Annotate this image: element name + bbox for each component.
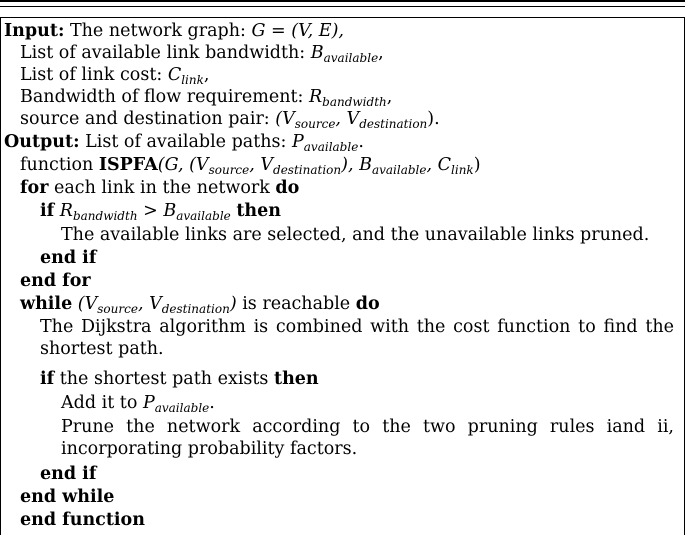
if-bandwidth-line	[40, 200, 685, 222]
link-cost-line	[20, 64, 684, 86]
destination-subscript: destination	[161, 302, 230, 316]
source-destination-text: source and destination pair:	[20, 109, 276, 129]
while-text: is reachable	[236, 294, 356, 314]
box-top-rule	[0, 17, 685, 18]
comma: ,	[378, 43, 384, 63]
destination-subscript: destination	[359, 117, 428, 131]
args-mid3: , C	[426, 155, 452, 175]
b-symbol: B	[163, 201, 177, 221]
graph-math: G = (V, E),	[251, 21, 344, 41]
c-symbol: C	[167, 65, 182, 85]
pair-open: (V	[275, 109, 295, 129]
for-keyword: for	[20, 178, 49, 198]
end-while: end while	[20, 487, 115, 507]
if-keyword: if	[40, 201, 55, 221]
pair-math	[78, 294, 237, 314]
available-subscript: available	[371, 163, 427, 177]
pair-mid: , V	[335, 109, 360, 129]
if-shortest-line	[40, 368, 685, 390]
input-text: The network graph:	[64, 21, 252, 41]
select-links-line: The available links are selected, and the unavailable links pruned.	[61, 225, 650, 245]
greater-than: >	[137, 201, 164, 221]
input-keyword: Input:	[4, 21, 65, 41]
args-mid: , V	[249, 155, 274, 175]
bandwidth-list-line	[20, 42, 684, 64]
add-path-line	[61, 392, 685, 414]
bandwidth-subscript: bandwidth	[72, 209, 138, 223]
function-line	[20, 154, 684, 176]
end-if-outer: end if	[40, 464, 97, 484]
p-available-math	[292, 132, 358, 152]
source-subscript: source	[294, 117, 336, 131]
then-keyword: then	[236, 201, 282, 221]
available-subscript: available	[303, 140, 359, 154]
comma: ,	[386, 87, 393, 107]
bandwidth-requirement-text: Bandwidth of flow requirement:	[20, 87, 309, 107]
pair-open: (V	[77, 294, 98, 314]
p-symbol: P	[291, 132, 304, 152]
if-shortest-text: the shortest path exists	[54, 369, 274, 389]
add-path-text: Add it to	[61, 393, 143, 413]
then-keyword: then	[273, 369, 319, 389]
top-rule-thick	[0, 0, 685, 2]
prune-line: Prune the network according to the two pruning rules iand ii, incorporating probability factors.	[61, 417, 674, 459]
for-line	[20, 177, 684, 199]
bandwidth-subscript: bandwidth	[322, 95, 387, 109]
args-close: )	[473, 155, 481, 175]
r-symbol: R	[308, 87, 323, 107]
args-open: (G, (V	[157, 155, 209, 175]
p-symbol: P	[142, 393, 155, 413]
function-word: function	[20, 155, 99, 175]
end-for: end for	[20, 271, 91, 291]
while-line	[20, 293, 684, 315]
source-subscript: source	[208, 163, 250, 177]
pair-close: )	[229, 294, 237, 314]
source-destination-line	[20, 108, 684, 130]
pair-mid: , V	[137, 294, 162, 314]
while-keyword: while	[20, 294, 73, 314]
input-line	[4, 20, 668, 42]
period: .	[358, 132, 364, 152]
link-cost-text: List of link cost:	[20, 65, 168, 85]
pair-close: ).	[427, 109, 440, 129]
pair-math	[275, 109, 427, 129]
top-rule-thin	[0, 6, 685, 7]
output-line	[4, 131, 668, 153]
period: .	[209, 393, 215, 413]
function-args	[158, 155, 474, 175]
b-available-math	[311, 43, 378, 63]
if-keyword: if	[40, 369, 55, 389]
do-keyword: do	[355, 294, 380, 314]
comma: ,	[203, 65, 210, 85]
output-text: List of available paths:	[79, 132, 292, 152]
p-available-math	[143, 393, 209, 413]
for-text: each link in the network	[48, 178, 276, 198]
condition-math	[60, 201, 231, 221]
dijkstra-line: The Dijkstra algorithm is combined with the cost function to find the shortest path.	[40, 317, 674, 359]
r-symbol: R	[59, 201, 73, 221]
end-if-inner: end if	[40, 248, 97, 268]
output-keyword: Output:	[4, 132, 80, 152]
destination-subscript: destination	[273, 163, 342, 177]
do-keyword: do	[275, 178, 300, 198]
box-left-rule	[0, 18, 1, 535]
available-subscript: available	[176, 209, 231, 223]
available-subscript: available	[154, 401, 210, 415]
b-symbol: B	[310, 43, 324, 63]
c-link-math	[168, 65, 204, 85]
r-bandwidth-math	[309, 87, 387, 107]
source-subscript: source	[97, 302, 138, 316]
link-subscript: link	[181, 73, 204, 87]
bandwidth-list-text: List of available link bandwidth:	[20, 43, 311, 63]
end-function: end function	[20, 510, 145, 530]
available-subscript: available	[323, 51, 379, 65]
bandwidth-requirement-line	[20, 86, 684, 108]
function-name: ISPFA	[98, 155, 158, 175]
link-subscript: link	[451, 163, 474, 177]
args-mid2: ), B	[341, 155, 372, 175]
